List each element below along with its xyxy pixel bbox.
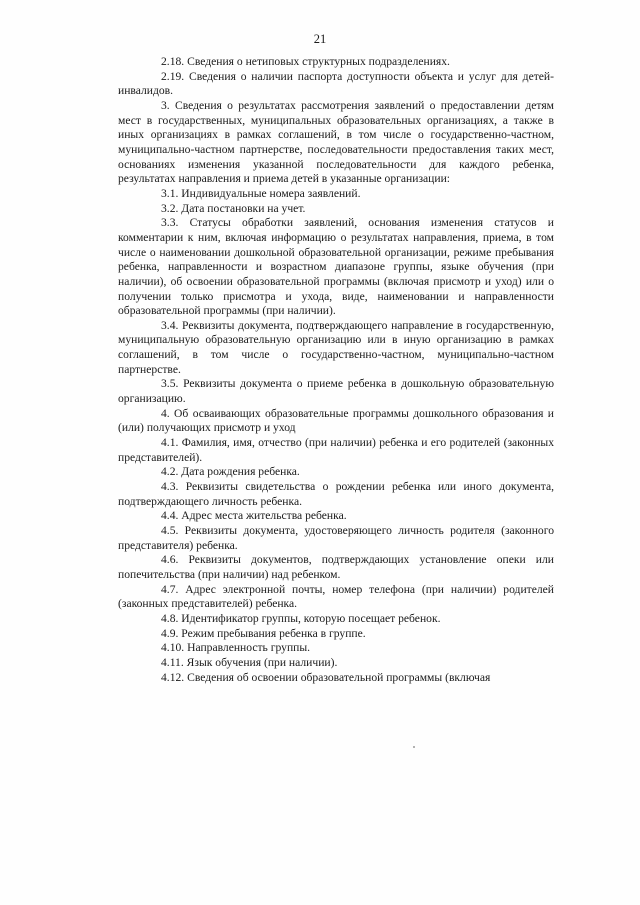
paragraph-4-12: 4.12. Сведения об освоении образовательной программы (включая (161, 670, 491, 684)
paragraph-4-6: 4.6. Реквизиты документов, подтверждающих установление опеки или попечительства (при наличии) над ребенком. (118, 553, 554, 581)
paragraph-3-4: 3.4. Реквизиты документа, подтверждающего направление в государственную, муниципальную образовательную организацию или в иную организацию в рамках соглашений, в том числе о государственно-частном, муниципально-частном партнерстве. (118, 318, 554, 376)
paragraph-3-1: 3.1. Индивидуальные номера заявлений. (161, 186, 361, 200)
paragraph-4-11: 4.11. Язык обучения (при наличии). (161, 655, 338, 669)
paragraph-3: 3. Сведения о результатах рассмотрения заявлений о предоставлении детям мест в государственных, муниципальных образовательных организациях, а также в иных организациях в рамках соглашений, в том числе о государственно-частном, муниципально-частном партнерстве, последовательности предоставления таких мест, основаниях изменения указанной последовательности для каждого ребенка, результатах направления и приема детей в указанные организации: (118, 98, 554, 186)
paragraph-4-10: 4.10. Направленность группы. (161, 641, 311, 655)
page-number: 21 (313, 32, 327, 46)
paragraph-4-1: 4.1. Фамилия, имя, отчество (при наличии) ребенка и его родителей (законных представителей). (118, 436, 554, 464)
scan-speck (413, 746, 415, 748)
paragraph-3-5: 3.5. Реквизиты документа о приеме ребенка в дошкольную образовательную организацию. (118, 377, 554, 406)
paragraph-4-3: 4.3. Реквизиты свидетельства о рождении ребенка или иного документа, подтверждающего личность ребенка. (118, 480, 554, 508)
paragraph-2-19: 2.19. Сведения о наличии паспорта доступности объекта и услуг для детей-инвалидов. (118, 69, 554, 98)
paragraph-4-2: 4.2. Дата рождения ребенка. (161, 465, 300, 479)
paragraph-4-7: 4.7. Адрес электронной почты, номер телефона (при наличии) родителей (законных представителей) ребенка. (118, 582, 554, 611)
paragraph-4: 4. Об осваивающих образовательные программы дошкольного образования и (или) получающих присмотр и уход (118, 406, 554, 435)
paragraph-4-5: 4.5. Реквизиты документа, удостоверяющего личность родителя (законного представителя) ребенка. (118, 524, 554, 552)
paragraph-4-4: 4.4. Адрес места жительства ребенка. (161, 509, 347, 523)
paragraph-4-8: 4.8. Идентификатор группы, которую посещает ребенок. (161, 611, 441, 625)
paragraph-3-2: 3.2. Дата постановки на учет. (161, 201, 306, 215)
paragraph-4-9: 4.9. Режим пребывания ребенка в группе. (161, 626, 366, 640)
paragraph-3-3: 3.3. Статусы обработки заявлений, основания изменения статусов и комментарии к ним, включая информацию о результатах направления, приема, в том числе о наименовании дошкольной образовательной организации, режиме пребывания ребенка, направленности и возрастном диапазоне группы, языке обучения (при наличии), об освоении образовательной программы (включая присмотр и уход) или о получении только присмотра и ухода, виде, наименовании и направленности образовательной программы (при наличии). (118, 216, 554, 318)
document-body (118, 55, 554, 685)
paragraph-2-18: 2.18. Сведения о нетиповых структурных подразделениях. (161, 55, 450, 68)
